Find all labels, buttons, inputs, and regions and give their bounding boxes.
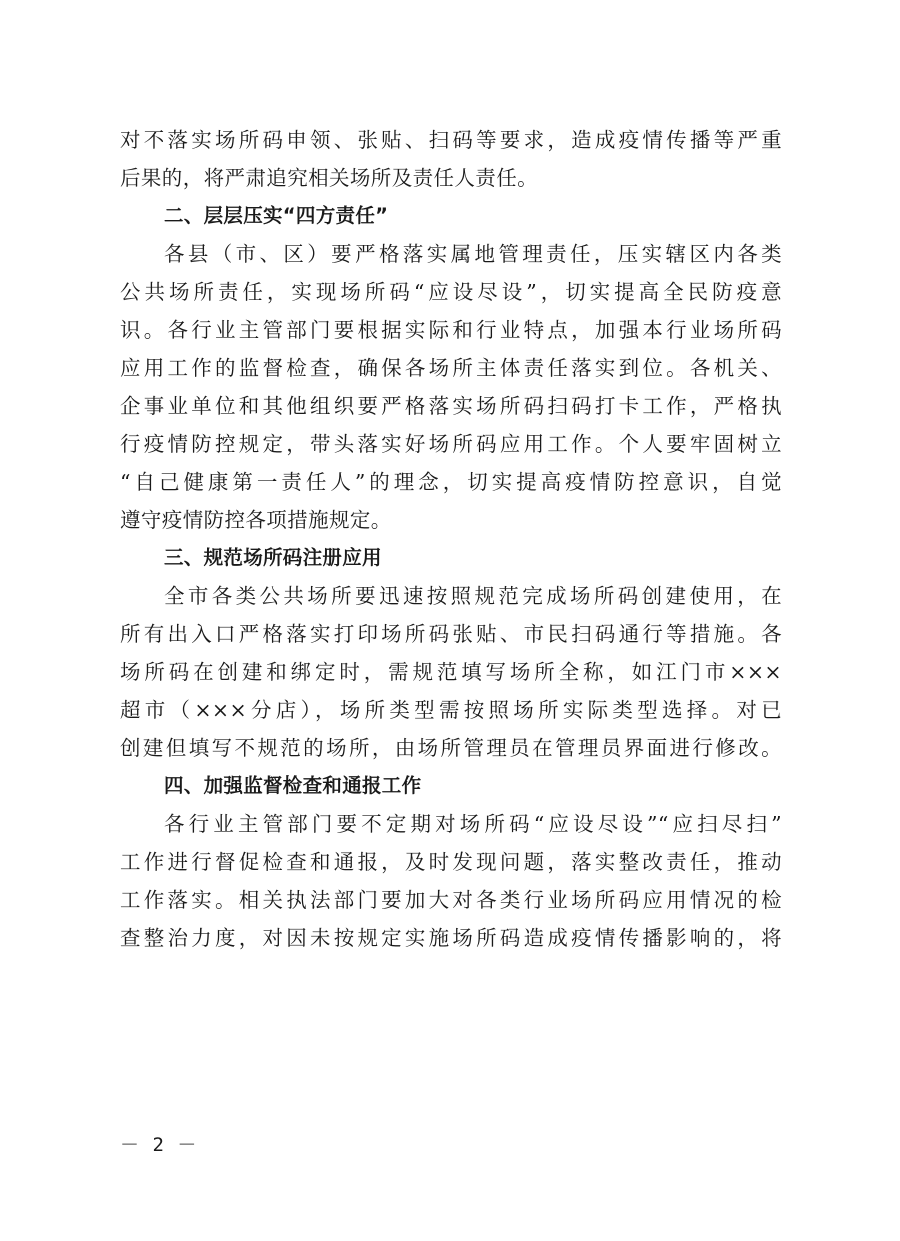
section-heading-3: 三、规范场所码注册应用	[164, 546, 382, 569]
text-line: 公共场所责任，实现场所码“应设尽设”，切实提高全民防疫意	[120, 280, 782, 304]
text-line: 场所码在创建和绑定时，需规范填写场所全称，如江门市×××	[120, 660, 782, 684]
text-line: 各县（市、区）要严格落实属地管理责任，压实辖区内各类	[164, 242, 782, 266]
section-heading-2: 二、层层压实“四方责任”	[164, 204, 389, 227]
text-line: 工作落实。相关执法部门要加大对各类行业场所码应用情况的检	[120, 888, 782, 912]
text-line: 遵守疫情防控各项措施规定。	[120, 508, 392, 532]
text-line: 所有出入口严格落实打印场所码张贴、市民扫码通行等措施。各	[120, 622, 782, 646]
text-line: 后果的，将严肃追究相关场所及责任人责任。	[120, 166, 538, 190]
text-line: 企事业单位和其他组织要严格落实场所码扫码打卡工作，严格执	[120, 394, 782, 418]
text-line: 识。各行业主管部门要根据实际和行业特点，加强本行业场所码	[120, 318, 782, 342]
paragraph-3	[120, 577, 782, 767]
text-line: 对不落实场所码申领、张贴、扫码等要求，造成疫情传播等严重	[120, 128, 782, 152]
text-line: 工作进行督促检查和通报，及时发现问题，落实整改责任，推动	[120, 850, 782, 874]
text-line: “自己健康第一责任人”的理念，切实提高疫情防控意识，自觉	[120, 470, 782, 494]
section-heading-4: 四、加强监督检查和通报工作	[164, 774, 422, 797]
text-line: 查整治力度，对因未按规定实施场所码造成疫情传播影响的，将	[120, 926, 782, 950]
paragraph-2	[120, 235, 782, 539]
text-line: 各行业主管部门要不定期对场所码“应设尽设”“应扫尽扫”	[164, 812, 782, 836]
paragraph-4	[120, 805, 782, 957]
text-line: 超市（×××分店），场所类型需按照场所实际类型选择。对已	[120, 698, 782, 722]
text-line: 行疫情防控规定，带头落实好场所码应用工作。个人要牢固树立	[120, 432, 782, 456]
text-line: 全市各类公共场所要迅速按照规范完成场所码创建使用，在	[164, 584, 782, 608]
paragraph-1	[120, 121, 782, 197]
text-line: 应用工作的监督检查，确保各场所主体责任落实到位。各机关、	[120, 356, 782, 380]
page-number: － 2 －	[120, 1134, 198, 1156]
document-body	[120, 121, 782, 957]
text-line: 创建但填写不规范的场所，由场所管理员在管理员界面进行修改。	[120, 736, 782, 760]
